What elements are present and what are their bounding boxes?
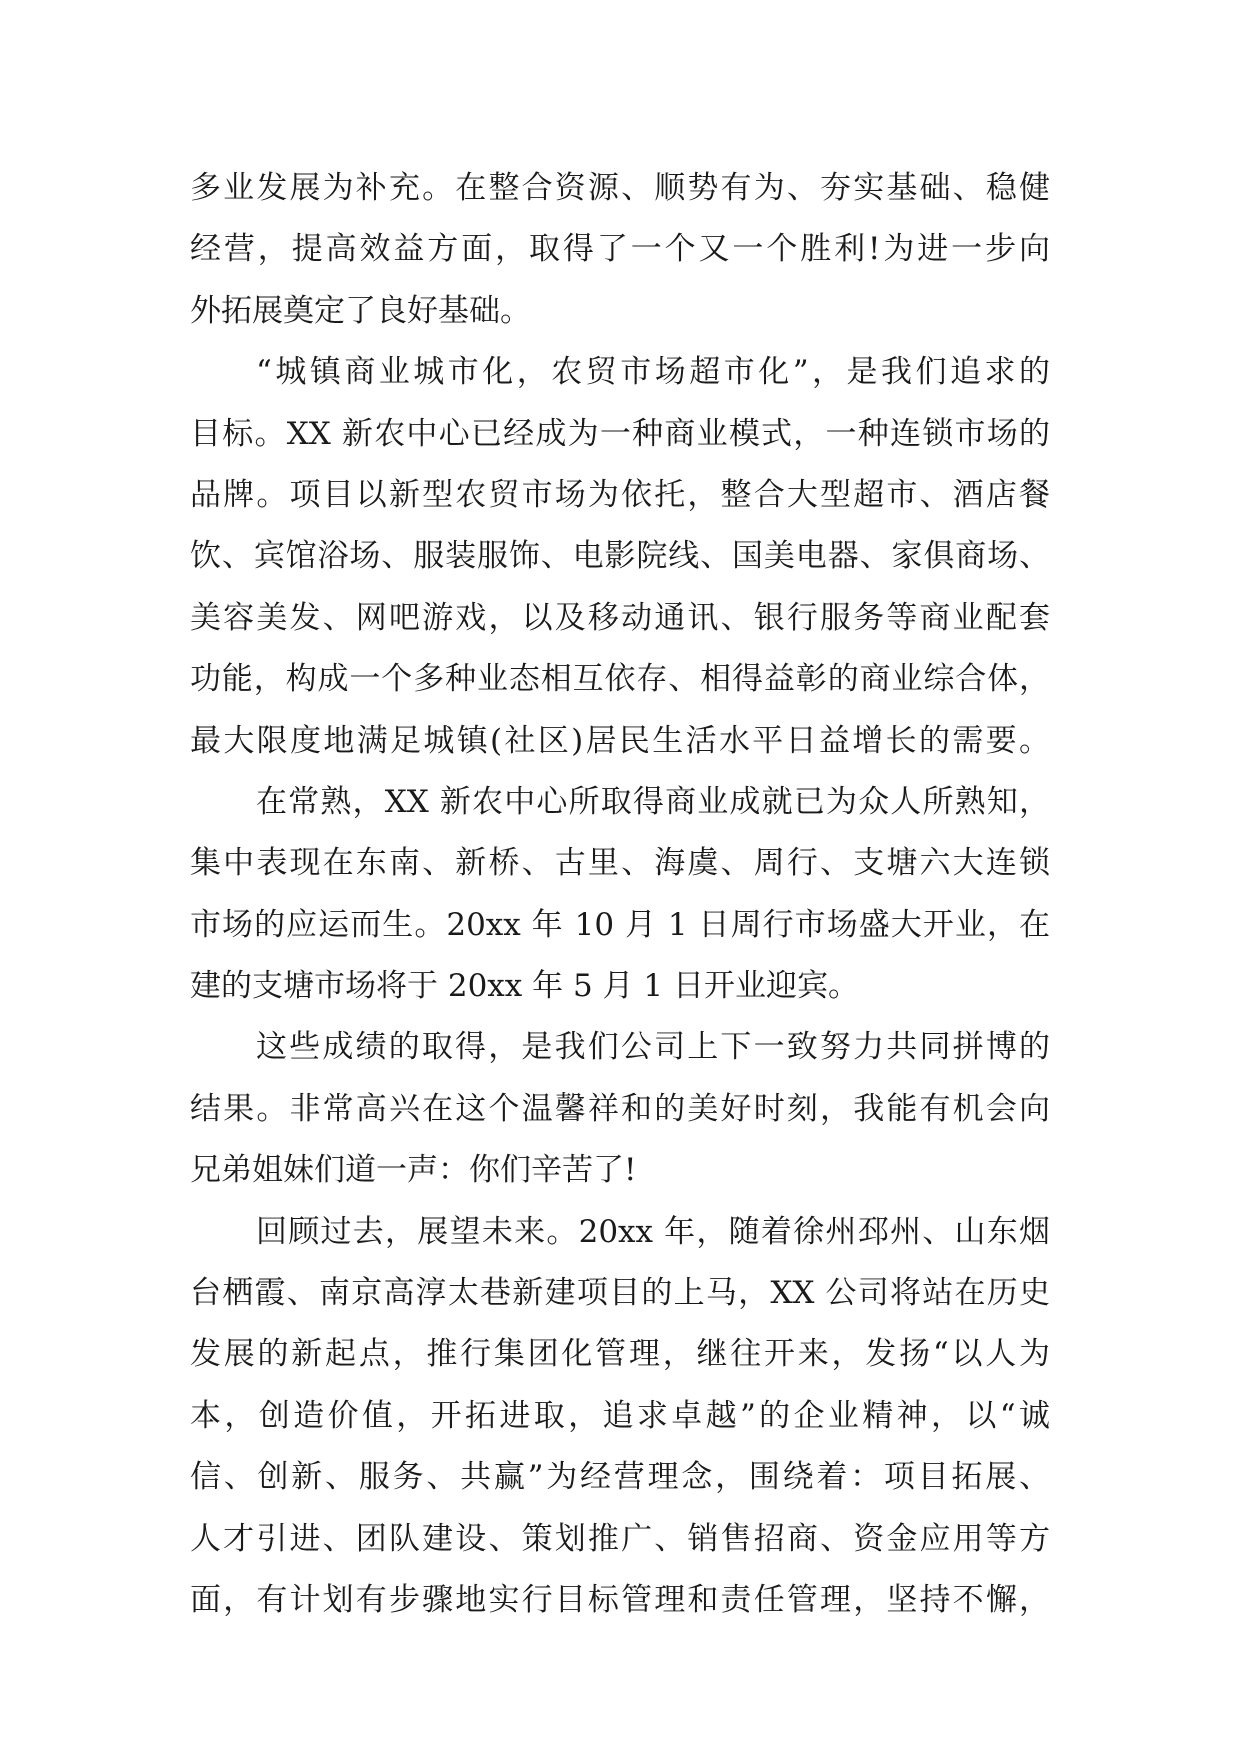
text-line: 目标。XX 新农中心已经成为一种商业模式，一种连锁市场的 xyxy=(190,415,1050,452)
text-line: 集中表现在东南、新桥、古里、海虞、周行、支塘六大连锁 xyxy=(190,845,1050,882)
body-text xyxy=(190,158,1050,1631)
text-line: 兄弟姐妹们道一声：你们辛苦了! xyxy=(190,1152,637,1189)
text-line: 台栖霞、南京高淳太巷新建项目的上马，XX 公司将站在历史 xyxy=(190,1275,1050,1312)
text-line: 面，有计划有步骤地实行目标管理和责任管理，坚持不懈， xyxy=(190,1581,1050,1618)
text-line: 美容美发、网吧游戏，以及移动通讯、银行服务等商业配套 xyxy=(190,599,1050,636)
paragraph-first-line: “城镇商业城市化，农贸市场超市化”，是我们追求的 xyxy=(256,354,1050,391)
text-line: 市场的应运而生。20xx 年 10 月 1 日周行市场盛大开业，在 xyxy=(190,906,1050,943)
text-line: 经营，提高效益方面，取得了一个又一个胜利!为进一步向 xyxy=(190,231,1050,268)
text-line: 结果。非常高兴在这个温馨祥和的美好时刻，我能有机会向 xyxy=(190,1090,1050,1127)
paragraph-first-line: 这些成绩的取得，是我们公司上下一致努力共同拼博的 xyxy=(256,1029,1050,1066)
text-line: 发展的新起点，推行集团化管理，继往开来，发扬“以人为 xyxy=(190,1336,1050,1373)
text-line: 多业发展为补充。在整合资源、顺势有为、夯实基础、稳健 xyxy=(190,170,1050,206)
text-line: 信、创新、服务、共赢”为经营理念，围绕着：项目拓展、 xyxy=(190,1459,1050,1496)
text-line: 品牌。项目以新型农贸市场为依托，整合大型超市、酒店餐 xyxy=(190,476,1050,513)
paragraph-first-line: 回顾过去，展望未来。20xx 年，随着徐州邳州、山东烟 xyxy=(256,1213,1050,1250)
text-line: 建的支塘市场将于 20xx 年 5 月 1 日开业迎宾。 xyxy=(190,968,859,1005)
text-line: 外拓展奠定了良好基础。 xyxy=(190,292,531,329)
text-line: 人才引进、团队建设、策划推广、销售招商、资金应用等方 xyxy=(190,1520,1050,1557)
paragraph-first-line: 在常熟，XX 新农中心所取得商业成就已为众人所熟知， xyxy=(256,783,1050,820)
text-line: 本，创造价值，开拓进取，追求卓越”的企业精神，以“诚 xyxy=(190,1397,1050,1434)
text-line: 最大限度地满足城镇(社区)居民生活水平日益增长的需要。 xyxy=(190,722,1050,759)
text-line: 饮、宾馆浴场、服装服饰、电影院线、国美电器、家俱商场、 xyxy=(190,538,1050,575)
text-line: 功能，构成一个多种业态相互依存、相得益彰的商业综合体， xyxy=(190,661,1050,698)
